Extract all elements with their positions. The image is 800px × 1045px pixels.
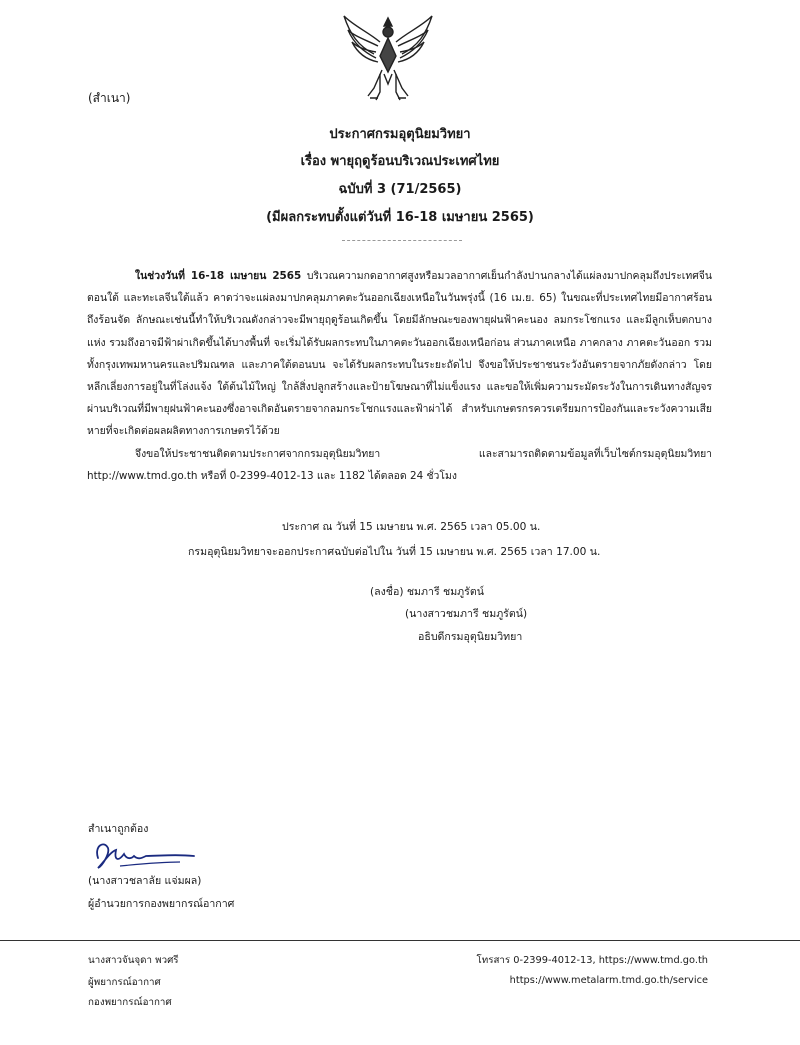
handwritten-signature-icon: [90, 836, 200, 872]
announcement-body: [87, 265, 712, 487]
body-paragraph-1-text: บริเวณความกดอากาศสูงหรือมวลอากาศเย็นกำลังปานกลางได้แผ่ลงมาปกคลุมถึงประเทศจีนตอนใต้ และทะเลจีนใต้แล้ว คาดว่าจะแผ่ลงมาปกคลุมภาคตะวันออกเฉียงเหนือในวันพรุ่งนี้ (16 เม.ย. 65) ในขณะที่ประเทศไทยมีอากาศร้อนถึงร้อนจัด ลักษณะเช่นนี้ทำให้บริเวณดังกล่าวจะมีพายุฤดูร้อนเกิดขึ้น โดยมีลักษณะของพายุฝนฟ้าคะนอง ลมกระโชกแรง และมีลูกเห็บตกบางแห่ง รวมถึงอาจมีฟ้าผ่าเกิดขึ้นได้บางพื้นที่ จะเริ่มได้รับผลกระทบในภาคตะวันออกเฉียงเหนือก่อน ส่วนภาคเหนือ ภาคกลาง ภาคตะวันออก รวมทั้งกรุงเทพมหานครและปริมณฑล และภาคใต้ตอนบน จะได้รับผลกระทบในระยะถัดไป จึงขอให้ประชาชนระวังอันตรายจากภัยดังกล่าว โดยหลีกเลี่ยงการอยู่ในที่โล่งแจ้ง ใต้ต้นไม้ใหญ่ ใกล้สิ่งปลูกสร้างและป้ายโฆษณาที่ไม่แข็งแรง และขอให้เพิ่มความระมัดระวังในการเดินทางสัญจรผ่านบริเวณที่มีพายุฝนฟ้าคะนองซึ่งอาจเกิดอันตรายจากลมกระโชกแรงและฟ้าผ่าได้ สำหรับเกษตรกรควรเตรียมการป้องกันและระวังความเสียหายที่จะเกิดต่อผลผลิตทางการเกษตรไว้ด้วย: [87, 270, 712, 438]
announce-date: ประกาศ ณ วันที่ 15 เมษายน พ.ศ. 2565 เวลา 05.00 น.: [282, 521, 541, 533]
body-paragraph-1: [87, 265, 712, 443]
signatory-signed: (ลงชื่อ) ชมภารี ชมภูรัตน์: [370, 586, 484, 598]
body-date-range: ในช่วงวันที่ 16-18 เมษายน 2565: [135, 270, 302, 282]
certified-copy-label: สำเนาถูกต้อง: [88, 823, 149, 835]
announcement-title: ประกาศกรมอุตุนิยมวิทยา: [329, 127, 471, 142]
footer-divider: [0, 940, 800, 941]
forecaster-division: กองพยากรณ์อากาศ: [88, 997, 172, 1008]
signatory-position: อธิบดีกรมอุตุนิยมวิทยา: [418, 631, 523, 643]
title-separator: [342, 240, 462, 241]
footer-service-url: https://www.metalarm.tmd.go.th/service: [509, 975, 708, 986]
copy-mark: (สำเนา): [88, 91, 131, 105]
certifier-name: (นางสาวชลาลัย แจ่มผล): [88, 875, 202, 887]
garuda-emblem-icon: [340, 12, 436, 104]
footer-contact: โทรสาร 0-2399-4012-13, https://www.tmd.go.th: [476, 955, 708, 966]
forecaster-role: ผู้พยากรณ์อากาศ: [88, 977, 161, 988]
announcement-effective: (มีผลกระทบตั้งแต่วันที่ 16-18 เมษายน 2565): [266, 210, 534, 225]
announcement-subject: เรื่อง พายุฤดูร้อนบริเวณประเทศไทย: [300, 154, 500, 169]
forecaster-name: นางสาวจันจุดา พวศรี: [88, 955, 179, 966]
certifier-position: ผู้อำนวยการกองพยากรณ์อากาศ: [88, 898, 235, 910]
next-announce: กรมอุตุนิยมวิทยาจะออกประกาศฉบับต่อไปใน วันที่ 15 เมษายน พ.ศ. 2565 เวลา 17.00 น.: [188, 546, 601, 558]
announcement-issue: ฉบับที่ 3 (71/2565): [338, 182, 462, 197]
signatory-name: (นางสาวชมภารี ชมภูรัตน์): [405, 608, 528, 620]
body-paragraph-2: จึงขอให้ประชาชนติดตามประกาศจากกรมอุตุนิยมวิทยา และสามารถติดตามข้อมูลที่เว็บไซต์กรมอุตุนิยมวิทยา http://www.tmd.go.th หรือที่ 0-2399-4012-13 และ 1182 ได้ตลอด 24 ชั่วโมง: [87, 447, 712, 482]
